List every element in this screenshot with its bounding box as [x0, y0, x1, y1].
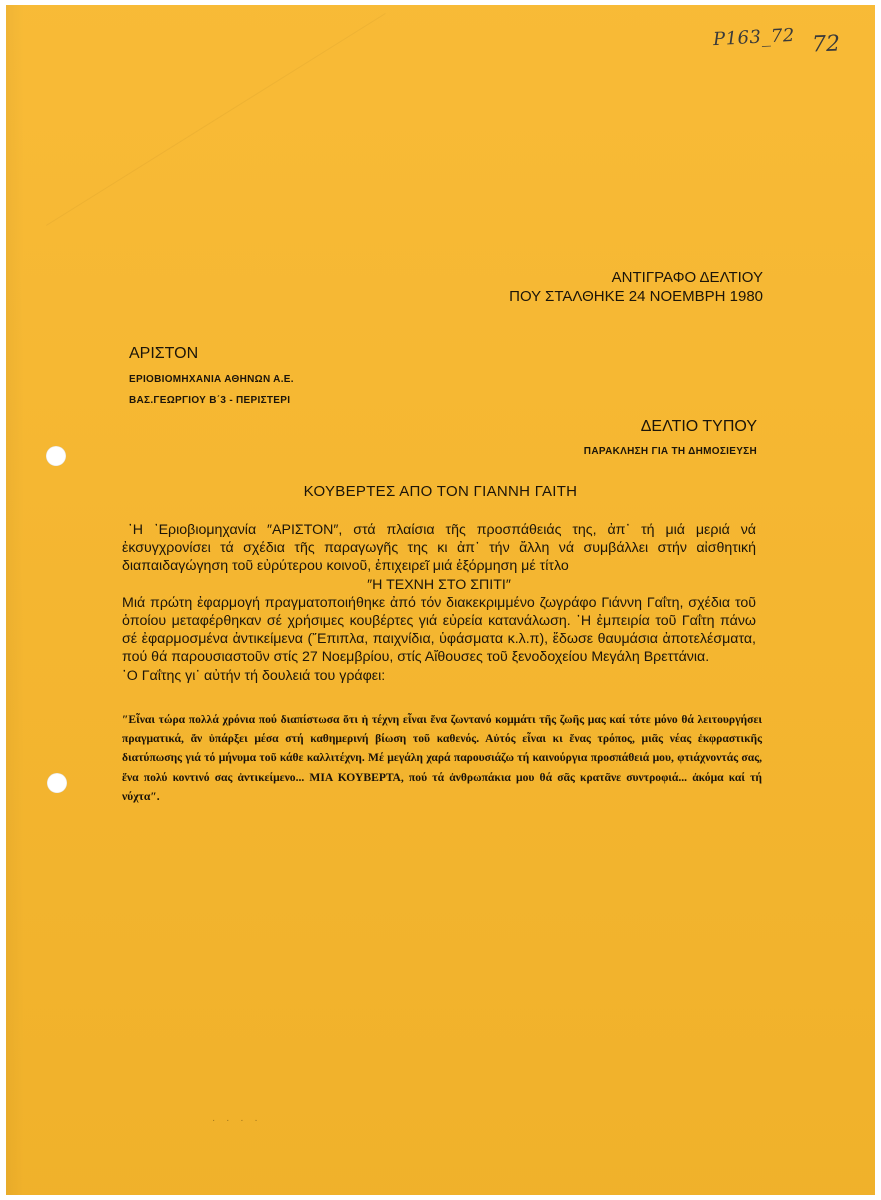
copy-note	[509, 268, 763, 306]
press-release-header	[584, 417, 757, 458]
paper-fold-line	[46, 13, 386, 226]
company-address: ΒΑΣ.ΓΕΩΡΓΙΟΥ Β΄3 - ΠΕΡΙΣΤΕΡΙ	[129, 395, 291, 406]
artist-quote: ″Εἶναι τώρα πολλά χρόνια πού διαπίστωσα ὅτι ἡ τέχνη εἶναι ἕνα ζωντανό κομμάτι τῆς ζωῆς μας καί τότε μόνο θά λειτουργήσει πραγματικά, ἄν ὑπάρξει μέσα στή καθημερινή βίωση τοῦ καθενός. Αὐτός εἶναι κι ἕνας τρόπος, μιᾶς νέας ἐκφραστικῆς διατύπωσης γιά τό μήνυμα τοῦ κάθε καλλιτέχνη. Μέ μεγάλη χαρά παρουσιάζω τή καινούργια προσπάθειά μου, φτιάχνοντάς σας, ἕνα πολύ κοντινό σας ἀντικείμενο... ΜΙΑ ΚΟΥΒΕΡΤΑ, πού τά ἀνθρωπάκια μου θά σᾶς κρατᾶνε συντροφιά... ἀκόμα καί τή νύχτα″.	[122, 713, 762, 803]
copy-note-line1: ΑΝΤΙΓΡΑΦΟ ΔΕΛΤΙΟΥ	[611, 269, 763, 286]
handwritten-reference: P163_72	[712, 24, 796, 51]
program-title: ″Η ΤΕΧΝΗ ΣΤΟ ΣΠΙΤΙ″	[367, 576, 511, 593]
body-text	[122, 521, 756, 685]
punch-hole-bottom	[47, 773, 67, 793]
press-release-subtitle: ΠΑΡΑΚΛΗΣΗ ΓΙΑ ΤΗ ΔΗΜΟΣΙΕΥΣΗ	[583, 446, 757, 457]
company-header	[129, 344, 294, 407]
body-paragraph-2: Μιά πρώτη ἐφαρμογή πραγματοποιήθηκε ἀπό τόν διακεκριμμένο ζωγράφο Γιάννη Γαΐτη, σχέδια τοῦ ὁποίου μεταφέρθηκαν σέ χρήσιμες κουβέρτες γιά εὐρεία κατανάλωση. ῾Η ἐμπειρία τοῦ Γαΐτη πάνω σέ ἐφαρμοσμένα ἀντικείμενα (῎Επιπλα, παιχνίδια, ὑφάσματα κ.λ.π), ἔδωσε θαυμάσια ἀποτελέσματα, πού θά παρουσιαστοῦν στίς 27 Νοεμβρίου, στίς Αἴθουσες τοῦ ξενοδοχείου Μεγάλη Βρεττάνια.	[122, 594, 756, 666]
page-title: ΚΟΥΒΕΡΤΕΣ ΑΠΟ ΤΟΝ ΓΙΑΝΝΗ ΓΑΙΤΗ	[303, 483, 578, 500]
punch-hole-top	[46, 446, 66, 466]
copy-note-line2: ΠΟΥ ΣΤΑΛΘΗΚΕ 24 ΝΟΕΜΒΡΗ 1980	[509, 288, 763, 305]
company-name: ΑΡΙΣΤΟΝ	[129, 345, 199, 362]
press-release-title: ΔΕΛΤΙΟ ΤΥΠΟΥ	[640, 418, 757, 435]
company-subtitle: ΕΡΙΟΒΙΟΜΗΧΑΝΙΑ ΑΘΗΝΩΝ Α.Ε.	[129, 374, 294, 385]
body-paragraph-3: ῾Ο Γαΐτης γι᾿ αὐτήν τή δουλειά του γράφει:	[122, 667, 386, 684]
paper-specks: · · · ·	[212, 1115, 262, 1126]
document-page	[6, 5, 875, 1195]
handwritten-number: 72	[811, 31, 841, 58]
body-paragraph-1: ῾Η ᾿Εριοβιομηχανία ″ΑΡΙΣΤΟΝ″, στά πλαίσια τῆς προσπάθειάς της, ἀπ᾿ τή μιά μεριά νά ἐκσυγχρονίσει τά σχέδια τῆς παραγωγῆς της κι ἀπ᾿ τήν ἄλλη νά συμβάλλει στήν αἰσθητική διαπαιδαγώγηση τοῦ εὐρύτερου κοινοῦ, ἐπιχειρεῖ μιά ἐξόρμηση μέ τίτλο	[122, 522, 756, 575]
